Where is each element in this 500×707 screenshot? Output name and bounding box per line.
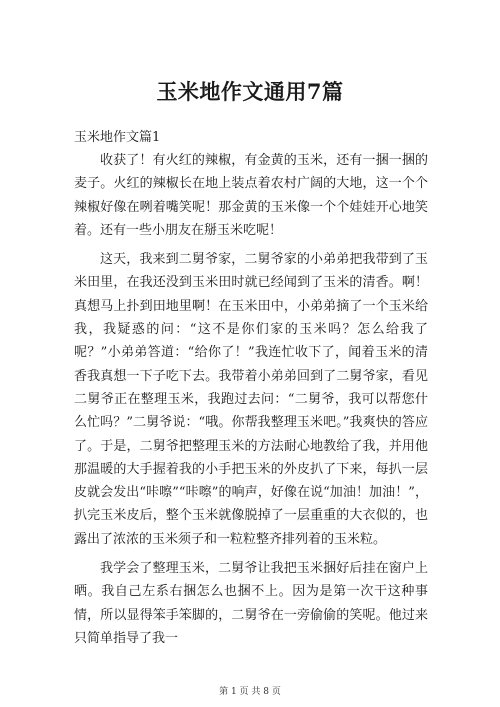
section-heading: 玉米地作文篇1 [74,130,161,145]
paragraph-1: 收获了！有火红的辣椒，有金黄的玉米，还有一捆一捆的麦子。火红的辣椒长在地上装点着农村广阔的大地，这一个个辣椒好像在咧着嘴笑呢！那金黄的玉米像一个个娃娃开心地笑着。还有一些小朋友在掰玉米吃呢！ [74,153,428,238]
document-body [74,149,428,656]
document-title: 玉米地作文通用7篇 [156,79,344,104]
page-footer: 第 1 页 共 8 页 [219,687,281,697]
paragraph-2: 这天，我来到二舅爷家，二舅爷家的小弟弟把我带到了玉米田里，在我还没到玉米田时就已经闻到了玉米的清香。啊！真想马上扑到田地里啊！在玉米田中，小弟弟摘了一个玉米给我，我疑惑的问：“这不是你们家的玉米吗？怎么给我了呢？”小弟弟答道：“给你了！”我连忙收下了，闻着玉米的清香我真想一下子吃下去。我带着小弟弟回到了二舅爷家，看见二舅爷正在整理玉米，我跑过去问：“二舅爷，我可以帮您什么忙吗？”二舅爷说：“哦。你帮我整理玉米吧。”我爽快的答应了。于是，二舅爷把整理玉米的方法耐心地教给了我，并用他那温暖的大手握着我的小手把玉米的外皮扒了下来，每扒一层皮就会发出“咔嚓”“咔嚓”的响声，好像在说“加油！加油！”，扒完玉米皮后，整个玉米就像脱掉了一层重重的大衣似的，也露出了浓浓的玉米须子和一粒粒整齐排列着的玉米粒。 [74,252,428,547]
paragraph-3: 我学会了整理玉米，二舅爷让我把玉米捆好后挂在窗户上晒。我自己左系右捆怎么也捆不上。因为是第一次干这种事情，所以显得笨手笨脚的，二舅爷在一旁偷偷的笑呢。他过来只简单指导了我一 [74,561,428,646]
